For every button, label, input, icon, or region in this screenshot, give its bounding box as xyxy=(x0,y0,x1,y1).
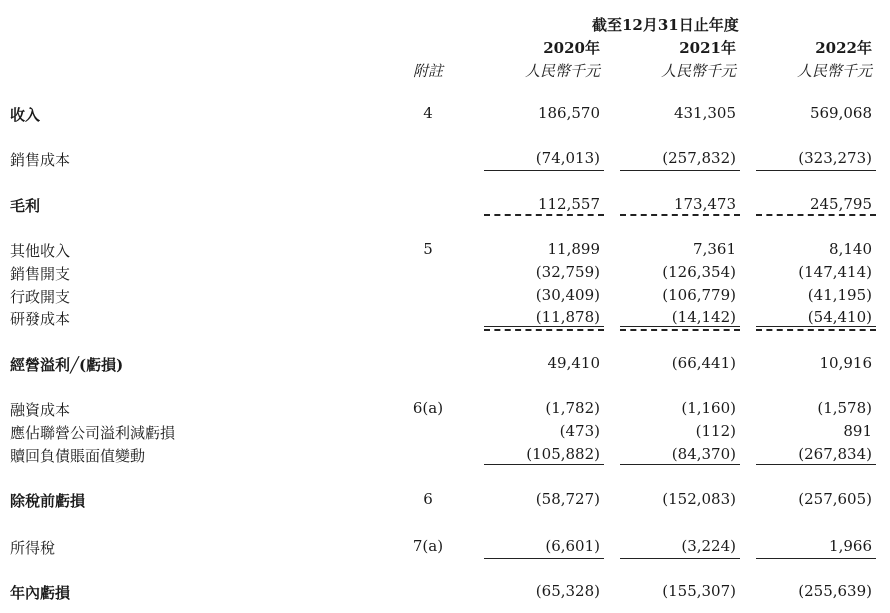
row-value-2020: (30,409) xyxy=(535,286,600,304)
row-value-2022: 10,916 xyxy=(819,354,872,372)
row-label-loss-before-tax: 除稅前虧損 xyxy=(10,492,86,510)
subtotal-dashed-rule xyxy=(756,214,876,216)
row-value-2021: (84,370) xyxy=(671,445,736,463)
row-value-2021: (152,083) xyxy=(662,490,736,508)
row-label-finance-costs: 融資成本 xyxy=(10,401,71,419)
row-value-2021: (1,160) xyxy=(681,399,736,417)
row-value-2022: (257,605) xyxy=(798,490,872,508)
row-value-2021: (66,441) xyxy=(671,354,736,372)
row-label-admin-expenses: 行政開支 xyxy=(10,288,71,306)
subtotal-rule xyxy=(756,170,876,171)
row-value-2021: (257,832) xyxy=(662,149,736,167)
row-value-2020: (473) xyxy=(559,422,600,440)
period-header: 截至12月31日止年度 xyxy=(592,16,739,34)
row-value-2020: (105,882) xyxy=(526,445,600,463)
row-value-2022: 1,966 xyxy=(829,537,872,555)
row-value-2021: (126,354) xyxy=(662,263,736,281)
subtotal-rule xyxy=(620,170,740,171)
row-note: 6 xyxy=(423,490,433,508)
unit-2022-header: 人民幣千元 xyxy=(796,62,872,80)
row-value-2021: 173,473 xyxy=(673,195,736,213)
row-value-2022: (147,414) xyxy=(798,263,872,281)
row-value-2020: 186,570 xyxy=(537,104,600,122)
row-value-2022: (41,195) xyxy=(807,286,872,304)
row-value-2020: (65,328) xyxy=(535,582,600,600)
row-value-2020: 49,410 xyxy=(547,354,600,372)
row-value-2021: 7,361 xyxy=(693,240,736,258)
row-value-2020: (32,759) xyxy=(535,263,600,281)
row-value-2022: (54,410) xyxy=(807,308,872,326)
subtotal-rule xyxy=(620,558,740,559)
row-value-2020: (11,878) xyxy=(535,308,600,326)
row-value-2021: (155,307) xyxy=(662,582,736,600)
subtotal-dashed-rule xyxy=(484,214,604,216)
row-label-operating-result: 經營溢利╱(虧損) xyxy=(10,356,124,374)
row-value-2020: (6,601) xyxy=(545,537,600,555)
subtotal-dashed-rule xyxy=(620,329,740,331)
row-value-2022: 569,068 xyxy=(809,104,872,122)
row-value-2022: (255,639) xyxy=(798,582,872,600)
row-label-redemption-liabilities: 贖回負債賬面值變動 xyxy=(10,447,146,465)
row-value-2021: (3,224) xyxy=(681,537,736,555)
row-value-2020: (74,013) xyxy=(535,149,600,167)
row-label-rnd-costs: 研發成本 xyxy=(10,310,71,328)
row-label-other-income: 其他收入 xyxy=(10,242,71,260)
row-note: 5 xyxy=(423,240,433,258)
row-note: 4 xyxy=(423,104,433,122)
row-value-2022: (1,578) xyxy=(817,399,872,417)
subtotal-rule xyxy=(484,170,604,171)
row-value-2022: 8,140 xyxy=(829,240,872,258)
subtotal-dashed-rule xyxy=(620,214,740,216)
year-2021-header: 2021年 xyxy=(679,39,736,57)
unit-2021-header: 人民幣千元 xyxy=(660,62,736,80)
year-2022-header: 2022年 xyxy=(815,39,872,57)
row-note: 6(a) xyxy=(412,399,444,417)
row-value-2022: (267,834) xyxy=(798,445,872,463)
row-value-2022: 245,795 xyxy=(809,195,872,213)
subtotal-rule xyxy=(620,464,740,465)
row-label-gross-profit: 毛利 xyxy=(10,197,41,215)
row-label-loss-for-year: 年內虧損 xyxy=(10,584,71,602)
row-value-2021: (106,779) xyxy=(662,286,736,304)
row-label-revenue: 收入 xyxy=(10,106,41,124)
subtotal-rule xyxy=(620,326,740,327)
row-label-selling-expenses: 銷售開支 xyxy=(10,265,71,283)
year-2020-header: 2020年 xyxy=(543,39,600,57)
row-label-cost-of-sales: 銷售成本 xyxy=(10,151,71,169)
unit-2020-header: 人民幣千元 xyxy=(524,62,600,80)
row-value-2020: (1,782) xyxy=(545,399,600,417)
row-note: 7(a) xyxy=(412,537,444,555)
row-value-2020: (58,727) xyxy=(535,490,600,508)
subtotal-rule xyxy=(484,464,604,465)
subtotal-rule xyxy=(756,326,876,327)
subtotal-rule xyxy=(484,558,604,559)
row-value-2021: (112) xyxy=(695,422,736,440)
subtotal-rule xyxy=(756,464,876,465)
row-value-2022: 891 xyxy=(843,422,872,440)
row-value-2020: 112,557 xyxy=(537,195,600,213)
subtotal-dashed-rule xyxy=(756,329,876,331)
subtotal-rule xyxy=(756,558,876,559)
row-value-2021: (14,142) xyxy=(671,308,736,326)
subtotal-dashed-rule xyxy=(484,329,604,331)
row-value-2021: 431,305 xyxy=(673,104,736,122)
note-column-header: 附註 xyxy=(412,62,443,80)
row-value-2020: 11,899 xyxy=(547,240,600,258)
row-value-2022: (323,273) xyxy=(798,149,872,167)
subtotal-rule xyxy=(484,326,604,327)
row-label-share-of-associates: 應佔聯營公司溢利減虧損 xyxy=(10,424,176,442)
row-label-income-tax: 所得稅 xyxy=(10,539,56,557)
